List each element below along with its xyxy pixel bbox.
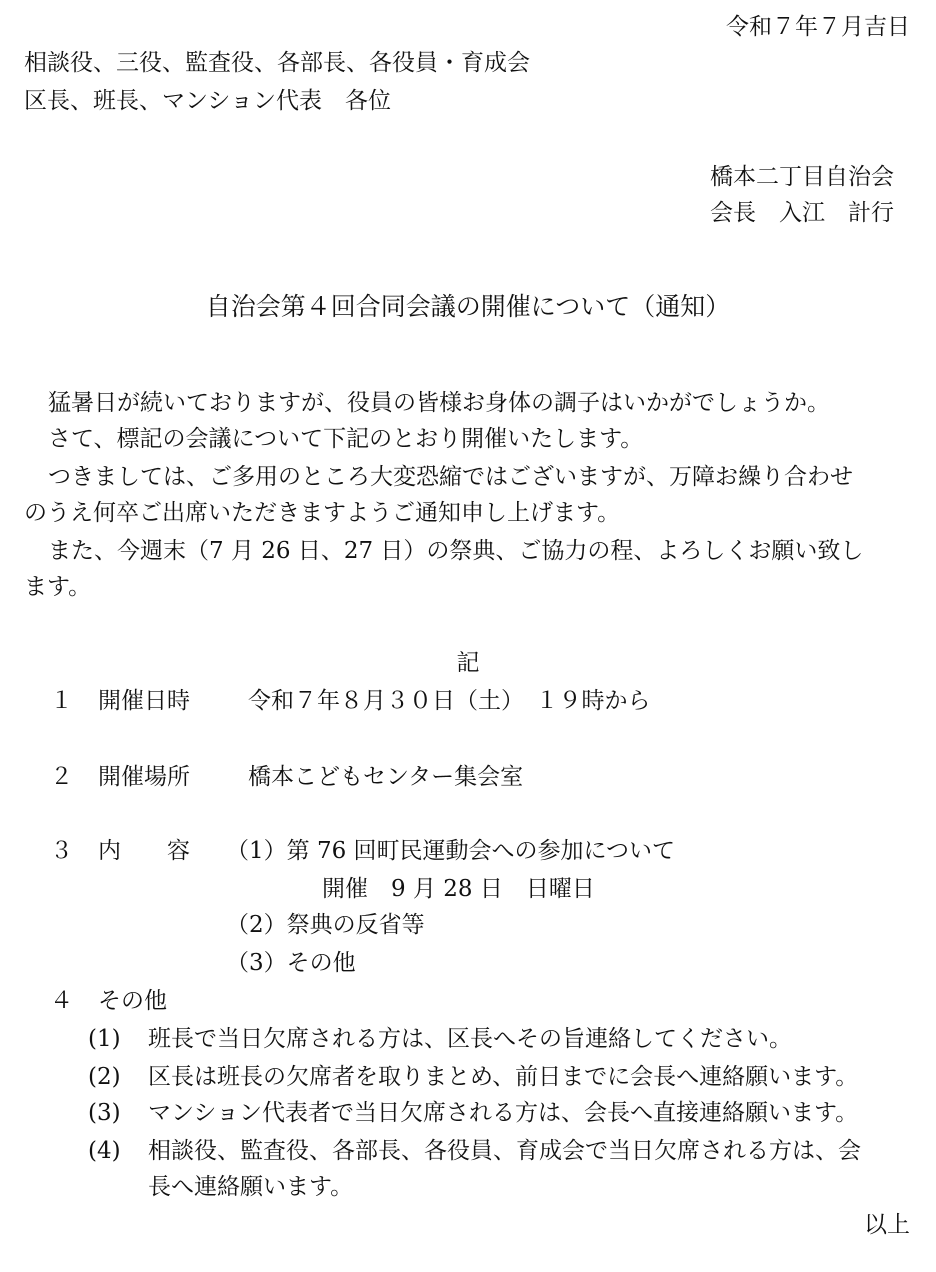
item-1-label: 開催日時 xyxy=(98,688,190,714)
item-4-sub-4-line-2: 長へ連絡願います。 xyxy=(148,1174,354,1200)
item-4-sub-1-number: (1) xyxy=(88,1026,121,1052)
item-4-sub-4-number: (4) xyxy=(88,1138,121,1164)
ki-heading: 記 xyxy=(456,650,480,676)
item-3-sub-2: （2）祭典の反省等 xyxy=(226,912,425,938)
item-4-sub-2-number: (2) xyxy=(88,1064,121,1090)
item-4-sub-1: 班長で当日欠席される方は、区長へその旨連絡してください。 xyxy=(148,1026,792,1052)
sender-name: 会長 入江 計行 xyxy=(710,200,894,226)
paragraph-1: 猛暑日が続いておりますが、役員の皆様お身体の調子はいかがでしょうか。 xyxy=(48,390,830,416)
item-4-sub-3: マンション代表者で当日欠席される方は、会長へ直接連絡願います。 xyxy=(148,1100,859,1126)
paragraph-3-line-2: のうえ何卒ご出席いただきますようご通知申し上げます。 xyxy=(24,500,621,526)
item-2-number: ２ xyxy=(50,764,73,790)
item-3-number: ３ xyxy=(50,838,73,864)
closing-ijou: 以上 xyxy=(864,1212,910,1238)
item-1-value: 令和７年８月３０日（土） １９時から xyxy=(248,688,651,714)
item-3-sub-1: （1）第 76 回町民運動会への参加について xyxy=(226,838,676,864)
item-4-label: その他 xyxy=(98,988,167,1014)
paragraph-4-line-2: ます。 xyxy=(24,574,92,600)
item-3-sub-3: （3）その他 xyxy=(226,950,356,976)
item-1-number: １ xyxy=(50,688,73,714)
paragraph-4-line-1: また、今週末（7 月 26 日、27 日）の祭典、ご協力の程、よろしくお願い致し xyxy=(48,538,864,564)
item-2-value: 橋本こどもセンター集会室 xyxy=(248,764,524,790)
item-4-sub-4-line-1: 相談役、監査役、各部長、各役員、育成会で当日欠席される方は、会 xyxy=(148,1138,861,1164)
recipients-line-2: 区長、班長、マンション代表 各位 xyxy=(24,88,391,114)
document-title: 自治会第４回合同会議の開催について（通知） xyxy=(205,292,731,321)
item-3-sub-1-detail: 開催 9 月 28 日 日曜日 xyxy=(322,876,595,902)
issue-date: 令和７年７月吉日 xyxy=(726,14,910,40)
recipients-line-1: 相談役、三役、監査役、各部長、各役員・育成会 xyxy=(24,50,530,76)
item-4-sub-3-number: (3) xyxy=(88,1100,121,1126)
item-3-label: 内 容 xyxy=(98,838,190,864)
paragraph-3-line-1: つきましては、ご多用のところ大変恐縮ではございますが、万障お繰り合わせ xyxy=(48,464,853,490)
item-4-sub-2: 区長は班長の欠席者を取りまとめ、前日までに会長へ連絡願います。 xyxy=(148,1064,859,1090)
item-2-label: 開催場所 xyxy=(98,764,190,790)
item-4-number: ４ xyxy=(50,988,73,1014)
sender-organization: 橋本二丁目自治会 xyxy=(710,164,894,190)
paragraph-2: さて、標記の会議について下記のとおり開催いたします。 xyxy=(48,426,644,452)
